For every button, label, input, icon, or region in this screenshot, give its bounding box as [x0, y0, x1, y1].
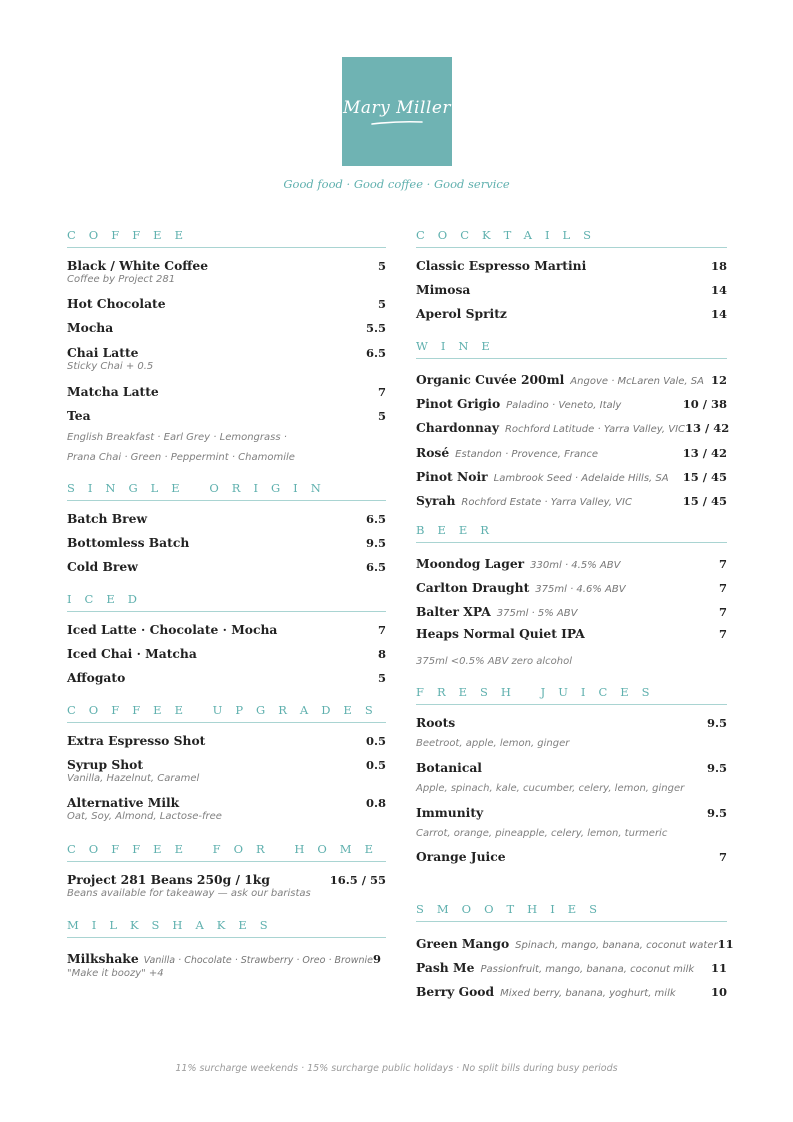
item-price: 6.5	[365, 560, 386, 574]
item-price: 16.5 / 55	[329, 873, 386, 887]
item-name: Organic Cuvée 200ml	[416, 372, 565, 387]
item-description: Rochford Latitude · Yarra Valley, VIC	[504, 424, 685, 435]
item-note: Beans available for takeaway — ask our baristas	[67, 888, 311, 899]
item-name: Batch Brew	[67, 511, 148, 526]
item-name: Mocha	[67, 320, 114, 335]
item-name: Cold Brew	[67, 559, 138, 574]
item-name: Alternative Milk	[67, 795, 180, 810]
item-name: Matcha Latte	[67, 384, 159, 399]
menu-item	[67, 320, 386, 335]
item-note: Oat, Soy, Almond, Lactose-free	[67, 811, 222, 822]
menu-item	[67, 535, 386, 550]
menu-item	[416, 417, 730, 436]
menu-item	[67, 622, 386, 637]
item-description: Rochford Estate · Yarra Valley, VIC	[461, 497, 632, 508]
item-price: 10 / 38	[682, 397, 727, 411]
item-name: Syrup Shot	[67, 757, 144, 772]
beer-note: 375ml <0.5% ABV zero alcohol	[416, 656, 573, 667]
item-note: Sticky Chai + 0.5	[67, 361, 154, 372]
item-price: 18	[710, 259, 727, 273]
menu-item	[67, 296, 386, 311]
section-divider	[67, 861, 386, 862]
item-name: Tea	[67, 408, 91, 423]
section-milkshakes	[67, 918, 386, 938]
item-price: 6.5	[365, 346, 386, 360]
item-note: Beetroot, apple, lemon, ginger	[416, 738, 570, 749]
section-single-origin	[67, 481, 386, 501]
item-name: Heaps Normal Quiet IPA	[416, 626, 585, 641]
item-price: 14	[710, 307, 727, 321]
section-title: SMOOTHIES	[416, 902, 611, 916]
item-price: 11	[710, 961, 727, 975]
item-price: 0.8	[365, 796, 386, 810]
item-name: Rosé	[416, 445, 450, 460]
item-name: Iced Latte · Chocolate · Mocha	[67, 622, 278, 637]
section-title: FRESH JUICES	[416, 685, 663, 699]
menu-item	[416, 490, 727, 509]
menu-item	[416, 957, 727, 976]
item-price: 12	[710, 373, 727, 387]
item-price: 5	[377, 671, 386, 685]
item-price: 11	[717, 937, 734, 951]
item-price: 0.5	[365, 734, 386, 748]
menu-item	[416, 442, 727, 461]
menu-item	[67, 258, 386, 285]
section-divider	[67, 611, 386, 612]
item-name: Bottomless Batch	[67, 535, 190, 550]
item-price: 5	[377, 259, 386, 273]
item-price: 6.5	[365, 512, 386, 526]
section-divider	[67, 937, 386, 938]
menu-item	[416, 715, 727, 730]
item-description: Angove · McLaren Vale, SA	[570, 376, 704, 387]
item-description: Spinach, mango, banana, coconut water	[515, 940, 718, 951]
menu-item	[67, 733, 386, 748]
item-price: 15 / 45	[682, 494, 727, 508]
item-price: 13 / 42	[685, 421, 730, 435]
section-divider	[67, 247, 386, 248]
menu-item	[416, 933, 734, 952]
menu-item	[416, 553, 727, 572]
section-wine	[416, 339, 727, 359]
item-name: Immunity	[416, 805, 484, 820]
section-title: COFFEE	[67, 228, 196, 242]
item-price: 14	[710, 283, 727, 297]
item-description: Passionfruit, mango, banana, coconut milk	[480, 964, 695, 975]
item-note: Coffee by Project 281	[67, 274, 176, 285]
menu-item	[67, 646, 386, 661]
menu-item	[416, 306, 727, 321]
item-description: Mixed berry, banana, yoghurt, milk	[500, 988, 676, 999]
item-name: Iced Chai · Matcha	[67, 646, 197, 661]
item-price: 5	[377, 297, 386, 311]
item-price: 7	[718, 557, 727, 571]
section-title: WINE	[416, 339, 503, 353]
item-description: Estandon · Provence, France	[455, 449, 599, 460]
item-price: 7	[718, 605, 727, 619]
menu-item	[416, 601, 727, 620]
menu-item	[416, 466, 727, 485]
item-description: 330ml · 4.5% ABV	[530, 560, 621, 571]
item-price: 5	[377, 409, 386, 423]
item-note: "Make it boozy" +4	[67, 968, 164, 979]
item-name: Affogato	[67, 670, 126, 685]
menu-item	[416, 282, 727, 297]
section-divider	[416, 358, 727, 359]
section-divider	[416, 921, 727, 922]
section-coffee-for-home	[67, 842, 386, 862]
menu-item	[67, 795, 386, 822]
item-description: Lambrook Seed · Adelaide Hills, SA	[493, 473, 669, 484]
item-price: 7	[718, 850, 727, 864]
item-name: Pinot Grigio	[416, 396, 501, 411]
menu-item	[67, 948, 382, 979]
section-title: BEER	[416, 523, 502, 537]
menu-item	[67, 559, 386, 574]
section-iced	[67, 592, 386, 612]
item-name: Green Mango	[416, 936, 510, 951]
section-coffee-upgrades	[67, 703, 386, 723]
item-price: 8	[377, 647, 386, 661]
item-price: 9.5	[706, 761, 727, 775]
item-price: 7	[718, 581, 727, 595]
section-fresh-juices	[416, 685, 727, 705]
item-price: 7	[377, 623, 386, 637]
item-name: Berry Good	[416, 984, 495, 999]
item-name: Project 281 Beans 250g / 1kg	[67, 872, 270, 887]
logo-swash-icon	[370, 120, 424, 126]
menu-item	[416, 626, 727, 641]
menu-item	[416, 393, 727, 412]
item-name: Botanical	[416, 760, 482, 775]
section-divider	[67, 500, 386, 501]
item-price: 7	[718, 627, 727, 641]
item-description: 375ml · 5% ABV	[496, 608, 578, 619]
item-price: 15 / 45	[682, 470, 727, 484]
section-beer	[416, 523, 727, 543]
menu-item	[67, 872, 386, 899]
item-price: 7	[377, 385, 386, 399]
item-name: Extra Espresso Shot	[67, 733, 206, 748]
section-title: COCKTAILS	[416, 228, 605, 242]
item-price: 9.5	[706, 806, 727, 820]
menu-item	[416, 981, 727, 1000]
item-name: Pinot Noir	[416, 469, 488, 484]
item-price: 9.5	[706, 716, 727, 730]
menu-item	[67, 384, 386, 399]
item-note: Vanilla, Hazelnut, Caramel	[67, 773, 200, 784]
item-name: Milkshake	[67, 951, 139, 966]
item-price: 9	[373, 952, 382, 966]
tea-note: English Breakfast · Earl Grey · Lemongrass ·	[67, 432, 287, 443]
brand-logo	[342, 57, 452, 166]
menu-item	[416, 849, 727, 864]
item-price: 10	[710, 985, 727, 999]
section-divider	[416, 542, 727, 543]
menu-item	[416, 760, 727, 775]
item-name: Hot Chocolate	[67, 296, 166, 311]
item-name: Mimosa	[416, 282, 471, 297]
item-price: 5.5	[365, 321, 386, 335]
item-name: Syrah	[416, 493, 456, 508]
item-description: Paladino · Veneto, Italy	[506, 400, 622, 411]
item-name: Balter XPA	[416, 604, 491, 619]
item-name: Carlton Draught	[416, 580, 530, 595]
logo-text: Mary Miller	[342, 97, 452, 118]
item-name: Orange Juice	[416, 849, 506, 864]
item-price: 13 / 42	[682, 446, 727, 460]
menu-item	[67, 345, 386, 372]
section-coffee	[67, 228, 386, 248]
item-description: 375ml · 4.6% ABV	[535, 584, 626, 595]
menu-item	[67, 511, 386, 526]
section-divider	[416, 247, 727, 248]
menu-item	[67, 670, 386, 685]
item-name: Classic Espresso Martini	[416, 258, 587, 273]
menu-item	[67, 408, 386, 423]
item-note: Apple, spinach, kale, cucumber, celery, lemon, ginger	[416, 783, 685, 794]
item-price: 0.5	[365, 758, 386, 772]
section-divider	[67, 722, 386, 723]
section-title: MILKSHAKES	[67, 918, 281, 932]
item-name: Chai Latte	[67, 345, 139, 360]
section-title: COFFEE UPGRADES	[67, 703, 386, 717]
menu-item	[416, 805, 727, 820]
tea-note: Prana Chai · Green · Peppermint · Chamomile	[67, 452, 295, 463]
item-name: Pash Me	[416, 960, 475, 975]
item-name: Roots	[416, 715, 456, 730]
section-title: COFFEE FOR HOME	[67, 842, 386, 856]
item-name: Black / White Coffee	[67, 258, 209, 273]
menu-item	[416, 369, 727, 388]
item-description: Vanilla · Chocolate · Strawberry · Oreo · Brownie	[143, 955, 374, 966]
section-cocktails	[416, 228, 727, 248]
item-price: 9.5	[365, 536, 386, 550]
menu-item	[416, 577, 727, 596]
item-name: Chardonnay	[416, 420, 499, 435]
menu-item	[67, 757, 386, 784]
tagline: Good food · Good coffee · Good service	[283, 177, 510, 191]
section-title: ICED	[67, 592, 150, 606]
menu-item	[416, 258, 727, 273]
section-title: SINGLE ORIGIN	[67, 481, 334, 495]
section-divider	[416, 704, 727, 705]
footer-note: 11% surcharge weekends · 15% surcharge public holidays · No split bills during busy periods	[175, 1063, 618, 1074]
item-name: Aperol Spritz	[416, 306, 507, 321]
section-smoothies	[416, 902, 727, 922]
item-note: Carrot, orange, pineapple, celery, lemon, turmeric	[416, 828, 668, 839]
item-name: Moondog Lager	[416, 556, 525, 571]
